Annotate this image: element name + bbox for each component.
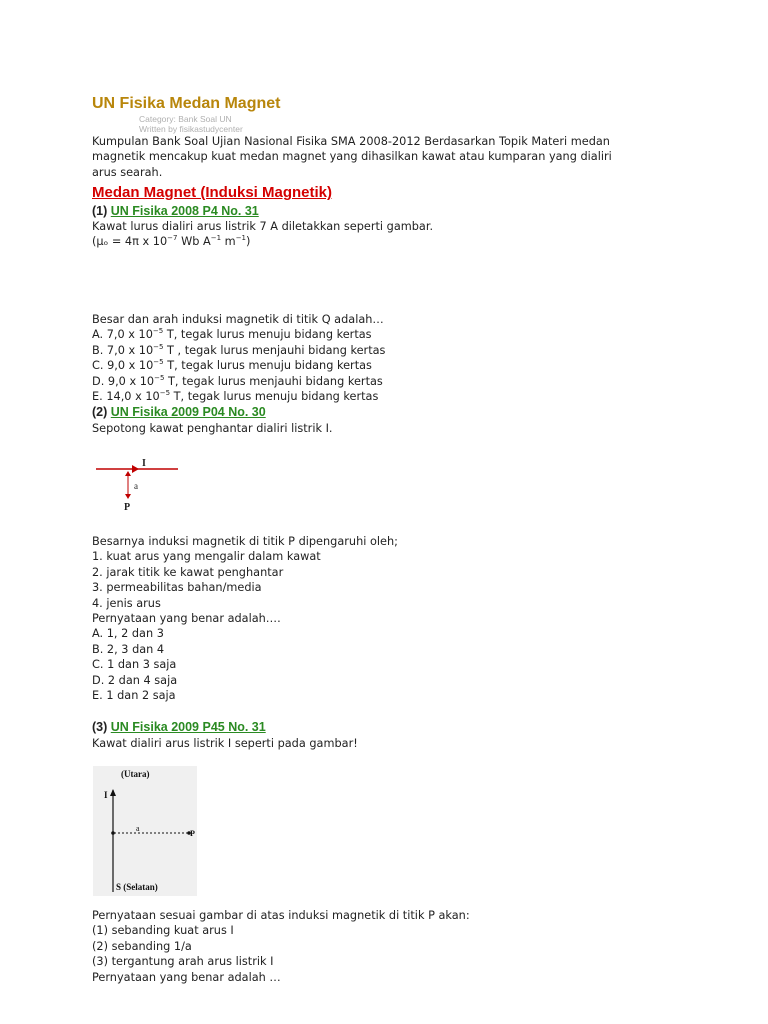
- document-title: UN Fisika Medan Magnet: [92, 95, 281, 112]
- statement: (2) sebanding 1/a: [92, 939, 192, 953]
- arrow-up: [125, 471, 131, 476]
- option: E. 1 dan 2 saja: [92, 689, 176, 703]
- intro-line: arus searah.: [92, 165, 163, 179]
- current-arrow: [132, 465, 139, 473]
- option: D. 9,0 x $10^{-5}$ T, tegak lurus menjauhi bidang kertas: [92, 373, 383, 388]
- figure-background: [93, 766, 197, 896]
- statement: (3) tergantung arah arus listrik I: [92, 955, 274, 969]
- wire-point: [111, 831, 115, 835]
- option: C. 9,0 x $10^{-5}$ T, tegak lurus menuju bidang kertas: [92, 358, 372, 373]
- question-3-link[interactable]: UN Fisika 2009 P45 No. 31: [110, 720, 266, 734]
- option: E. 14,0 x $10^{-5}$ T, tegak lurus menuju bidang kertas: [92, 389, 379, 404]
- section-heading: Medan Magnet (Induksi Magnetik): [92, 184, 333, 201]
- question-prompt: Besar dan arah induksi magnetik di titik Q adalah…: [92, 313, 384, 326]
- question-prompt: Pernyataan sesuai gambar di atas induksi magnetik di titik P akan:: [92, 909, 470, 922]
- question-number: (1): [92, 204, 108, 218]
- question-3-list: [92, 908, 470, 985]
- current-label: I: [104, 790, 108, 800]
- option: D. 2 dan 4 saja: [92, 673, 178, 687]
- question-text: Kawat lurus dialiri arus listrik 7 A diletakkan seperti gambar.: [92, 220, 434, 233]
- statement: 2. jarak titik ke kawat penghantar: [92, 565, 284, 579]
- question-number: (2): [92, 405, 108, 419]
- question-2-link[interactable]: UN Fisika 2009 P04 No. 30: [110, 405, 266, 419]
- statement: (1) sebanding kuat arus I: [92, 924, 234, 938]
- intro-paragraph: [92, 134, 612, 180]
- option: B. 7,0 x $10^{-5}$ T , tegak lurus menjauhi bidang kertas: [92, 343, 386, 357]
- intro-line: Kumpulan Bank Soal Ujian Nasional Fisika SMA 2008-2012 Berdasarkan Topik Materi medan: [92, 135, 610, 148]
- question-3-header: [92, 719, 266, 735]
- constant-line: (μₒ = 4π x $10^{-7}$ Wb $A^{-1}$ $m^{-1}$): [92, 234, 251, 249]
- distance-label: a: [134, 481, 138, 491]
- statement: 3. permeabilitas bahan/media: [92, 581, 262, 595]
- arrow-down: [125, 494, 131, 499]
- question-asked: Pernyataan yang benar adalah….: [92, 612, 281, 626]
- question-text: Kawat dialiri arus listrik I seperti pada gambar!: [92, 737, 358, 750]
- question-1-header: [92, 203, 259, 219]
- question-1-link[interactable]: UN Fisika 2008 P4 No. 31: [110, 204, 259, 218]
- statement: 4. jenis arus: [92, 596, 161, 610]
- option: B. 2, 3 dan 4: [92, 642, 165, 656]
- option: A. 7,0 x $10^{-5}$ T, tegak lurus menuju bidang kertas: [92, 327, 372, 342]
- question-1-options: [92, 312, 385, 404]
- point-label: P: [124, 502, 131, 513]
- question-asked: Pernyataan yang benar adalah …: [92, 970, 281, 984]
- wire-diagram-2: [93, 766, 197, 896]
- category-label: Category: Bank Soal UN: [139, 114, 232, 124]
- question-number: (3): [92, 720, 108, 734]
- distance-label: a: [136, 824, 140, 833]
- intro-line: magnetik mencakup kuat medan magnet yang dihasilkan kawat atau kumparan yang dialiri: [92, 150, 612, 164]
- question-2-list: [92, 534, 398, 703]
- option: C. 1 dan 3 saja: [92, 658, 177, 672]
- author-label: Written by fisikastudycenter: [139, 124, 243, 134]
- south-label: S (Selatan): [116, 882, 158, 892]
- question-prompt: Besarnya induksi magnetik di titik P dipengaruhi oleh;: [92, 535, 398, 548]
- north-label: (Utara): [121, 769, 150, 779]
- statement: 1. kuat arus yang mengalir dalam kawat: [92, 550, 321, 564]
- question-2-header: [92, 404, 266, 420]
- point-label: P: [190, 829, 195, 838]
- option: A. 1, 2 dan 3: [92, 627, 164, 641]
- current-label: I: [142, 458, 146, 469]
- question-text: Sepotong kawat penghantar dialiri listrik I.: [92, 422, 333, 435]
- question-1-body: [92, 219, 433, 250]
- wire-diagram-1: [92, 452, 182, 514]
